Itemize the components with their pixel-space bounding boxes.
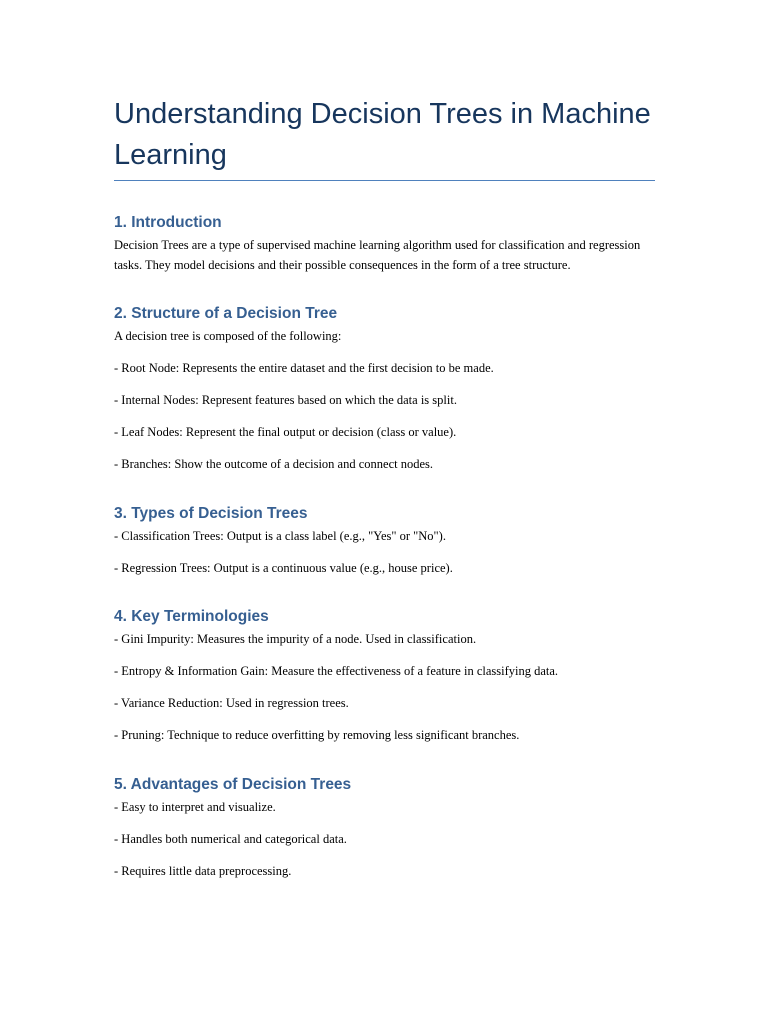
section-terminologies — [114, 604, 656, 746]
document-title: Understanding Decision Trees in Machine Learning — [114, 98, 651, 171]
list-item: - Gini Impurity: Measures the impurity of a node. Used in classification. — [114, 632, 477, 646]
section-introduction — [114, 210, 656, 275]
list-item: - Branches: Show the outcome of a decision and connect nodes. — [114, 457, 434, 471]
list-item: - Regression Trees: Output is a continuous value (e.g., house price). — [114, 560, 453, 575]
list-item: - Variance Reduction: Used in regression trees. — [114, 696, 349, 710]
title-underline — [114, 180, 655, 181]
section-advantages — [114, 772, 656, 882]
list-item: - Classification Trees: Output is a class label (e.g., "Yes" or "No"). — [114, 528, 446, 543]
list-item: - Easy to interpret and visualize. — [114, 799, 276, 814]
paragraph: A decision tree is composed of the following: — [114, 329, 342, 343]
list-item: - Pruning: Technique to reduce overfitting by removing less significant branches. — [114, 728, 520, 742]
document-page — [114, 0, 656, 1024]
list-item: - Entropy & Information Gain: Measure the effectiveness of a feature in classifying data. — [114, 664, 559, 678]
list-item: - Leaf Nodes: Represent the final output or decision (class or value). — [114, 425, 457, 439]
paragraph: Decision Trees are a type of supervised machine learning algorithm used for classification and regression tasks. They model decisions and their possible consequences in the form of a tree structure. — [114, 238, 641, 272]
list-item: - Requires little data preprocessing. — [114, 863, 292, 878]
section-types — [114, 501, 656, 579]
section-heading: 4. Key Terminologies — [114, 608, 269, 625]
section-heading: 3. Types of Decision Trees — [114, 504, 308, 522]
section-heading: 5. Advantages of Decision Trees — [114, 775, 352, 793]
list-item: - Root Node: Represents the entire dataset and the first decision to be made. — [114, 361, 494, 375]
section-heading: 2. Structure of a Decision Tree — [114, 305, 338, 322]
section-structure — [114, 301, 656, 475]
list-item: - Internal Nodes: Represent features based on which the data is split. — [114, 393, 457, 407]
section-heading: 1. Introduction — [114, 214, 222, 231]
list-item: - Handles both numerical and categorical data. — [114, 831, 347, 846]
document-body — [114, 210, 656, 881]
